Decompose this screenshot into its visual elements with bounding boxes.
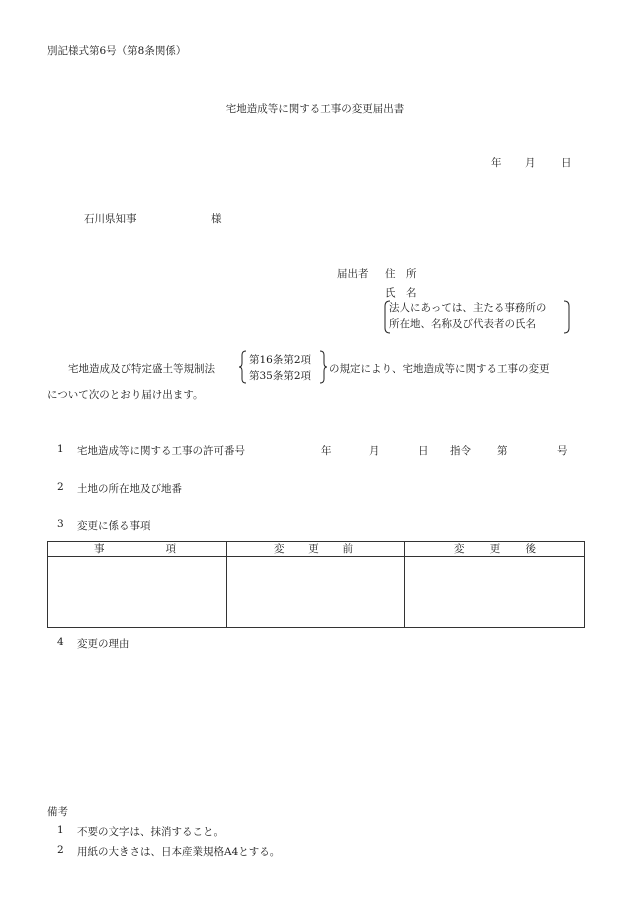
item1-dai: 第 [497, 445, 508, 457]
addressee-honorific: 様 [211, 213, 222, 225]
cell-matter[interactable] [48, 557, 227, 628]
table-header-row [48, 542, 585, 557]
clause-35: 第35条第2項 [249, 370, 312, 382]
item1-directive: 指令 [450, 445, 471, 457]
date-month: 月 [525, 157, 536, 169]
item1-go: 号 [557, 445, 568, 457]
remark2-number: 2 [57, 844, 64, 856]
header-before-char2: 更 [308, 543, 319, 555]
header-after-char1: 変 [454, 543, 465, 555]
item1-day: 日 [418, 445, 429, 457]
item1-number: 1 [57, 443, 64, 455]
corp-note-line1: 法人にあっては、主たる事務所の [389, 302, 547, 314]
date-year: 年 [491, 157, 502, 169]
name-label: 氏 名 [385, 287, 417, 299]
header-before [227, 542, 405, 557]
item2-label: 土地の所在地及び地番 [77, 483, 182, 495]
corp-note-line2: 所在地、名称及び代表者の氏名 [389, 318, 536, 330]
header-before-char1: 変 [274, 543, 285, 555]
remark2-text: 用紙の大きさは、日本産業規格A4とする。 [77, 846, 281, 858]
form-number: 別記様式第6号（第8条関係） [47, 45, 187, 57]
date-day: 日 [561, 157, 572, 169]
header-matter-char1: 事 [94, 543, 105, 555]
item1-label: 宅地造成等に関する工事の許可番号 [77, 445, 245, 457]
law-name: 宅地造成及び特定盛土等規制法 [68, 363, 215, 375]
table-row [48, 557, 585, 628]
item3-label: 変更に係る事項 [77, 520, 151, 532]
body-line1-rest: の規定により、宅地造成等に関する工事の変更 [329, 363, 550, 375]
address-label: 住 所 [385, 268, 417, 280]
header-before-char3: 前 [342, 543, 353, 555]
body-line2: について次のとおり届け出ます。 [47, 389, 204, 401]
header-after-char3: 後 [525, 543, 536, 555]
header-matter-char2: 項 [165, 543, 176, 555]
item4-number: 4 [57, 636, 64, 648]
header-matter [48, 542, 227, 557]
changes-table [47, 541, 585, 628]
form-title: 宅地造成等に関する工事の変更届出書 [225, 103, 405, 115]
remark1-number: 1 [57, 824, 64, 836]
item4-label: 変更の理由 [77, 638, 130, 650]
clause-16: 第16条第2項 [249, 354, 312, 366]
item2-number: 2 [57, 481, 64, 493]
item1-month: 月 [369, 445, 380, 457]
cell-before[interactable] [227, 557, 405, 628]
remarks-heading: 備考 [47, 806, 68, 818]
addressee-name: 石川県知事 [84, 213, 137, 225]
header-after-char2: 更 [489, 543, 501, 555]
item1-year: 年 [321, 445, 332, 457]
item3-number: 3 [57, 518, 64, 530]
header-after [405, 542, 585, 557]
remark1-text: 不要の文字は、抹消すること。 [77, 826, 224, 838]
notifier-label: 届出者 [337, 268, 369, 280]
cell-after[interactable] [405, 557, 585, 628]
